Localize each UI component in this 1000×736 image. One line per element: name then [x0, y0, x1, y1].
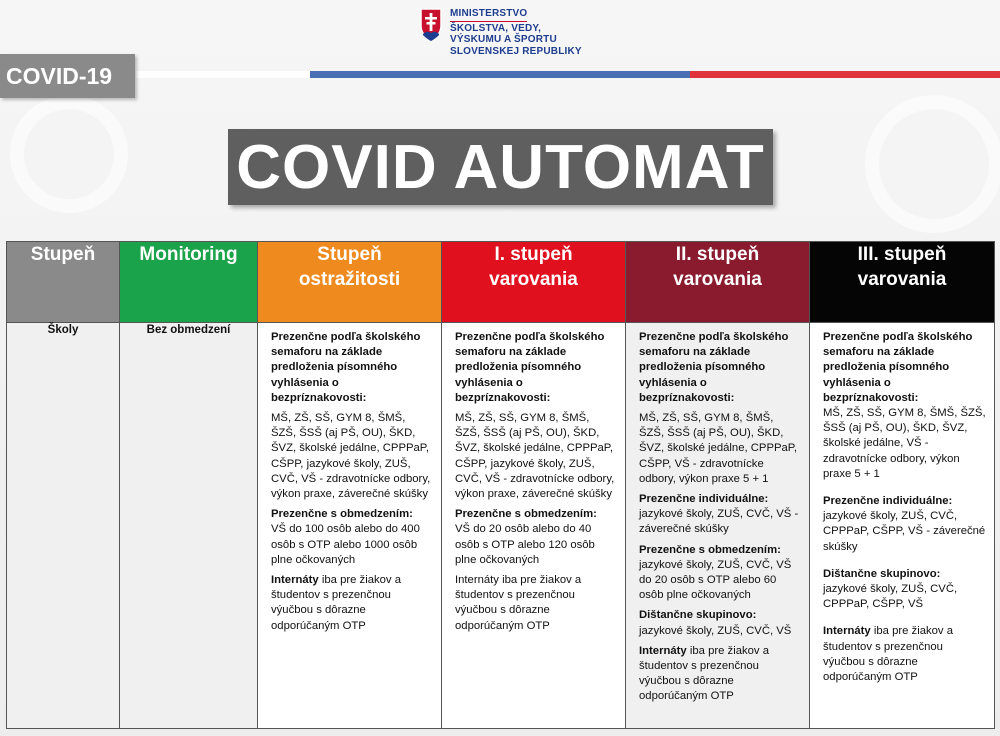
varovanie-2-text-4: jazykové školy, ZUŠ, CVČ, VŠ	[639, 624, 792, 637]
ostrazitost-heading-2: Prezenčne s obmedzením:	[271, 508, 413, 521]
ministry-line-2: ŠKOLSTVA, VEDY,	[450, 22, 542, 34]
varovanie-2-heading-1: Prezenčne podľa školského semaforu na základe predloženia písomného vyhlásenia o bezpríznakovosti:	[639, 331, 789, 404]
flag-stripe-white	[136, 71, 310, 78]
varovanie-1-heading-2: Prezenčne s obmedzením:	[455, 508, 597, 521]
varovanie-2-heading-4: Dištančne skupinovo:	[639, 609, 757, 622]
header-monitoring: Monitoring	[120, 242, 258, 323]
ostrazitost-text-1: MŠ, ZŠ, SŠ, GYM 8, ŠMŠ, ŠZŠ, ŠSŠ (aj PŠ, OU), ŠKD, ŠVZ, školské jedálne, CPPPaP, CŠPP, jazykové školy, ZUŠ, CVČ, VŠ - zdravotnícke odbory, výkon praxe, záverečné skúšky	[271, 412, 431, 501]
cell-ostrazitost	[258, 323, 442, 729]
slovak-coat-of-arms-icon	[420, 8, 442, 42]
varovanie-2-text-1: MŠ, ZŠ, SŠ, GYM 8, ŠMŠ, ŠZŠ, ŠSŠ (aj PŠ, OU), ŠKD, ŠVZ, školské jedálne, CPPPaP, CŠPP, VŠ - zdravotnícke odbory, výkon praxe 5 + 1	[639, 412, 798, 485]
table-row-skoly	[7, 323, 995, 729]
varovanie-3-text-1: MŠ, ZŠ, SŠ, GYM 8, ŠMŠ, ŠZŠ, ŠSŠ (aj PŠ, OU), ŠKD, ŠVZ, školské jedálne, VŠ - zdravotnícke odbory, výkon praxe 5 + 1	[823, 407, 986, 480]
virus-decoration	[10, 95, 128, 213]
ostrazitost-text-2: VŠ do 100 osôb alebo do 400 osôb s OTP alebo 1000 osôb plne očkovaných	[271, 523, 420, 566]
varovanie-2-heading-3: Prezenčne s obmedzením:	[639, 543, 781, 556]
header-varovanie-3-label: III. stupeň varovania	[857, 244, 947, 290]
ostrazitost-text-3: iba pre žiakov a študentov s prezenčnou výučbou s dôrazne odporúčaným OTP	[271, 574, 401, 632]
header-varovanie-2	[626, 242, 810, 323]
ministry-logo	[420, 8, 582, 57]
varovanie-3-heading-4: Internáty	[823, 625, 871, 638]
flag-stripe-red	[690, 71, 1000, 78]
header-ostrazitost-label: Stupeň ostražitosti	[298, 244, 401, 290]
varovanie-3-heading-2: Prezenčne individuálne:	[823, 495, 953, 508]
cell-varovanie-1	[442, 323, 626, 729]
varovanie-2-heading-5: Internáty	[639, 644, 687, 657]
varovanie-2-text-5: iba pre žiakov a študentov s prezenčnou výučbou s dôrazne odporúčaným OTP	[639, 644, 769, 703]
varovanie-2-text-3: jazykové školy, ZUŠ, CVČ, VŠ do 20 osôb s OTP alebo 60 osôb plne očkovaných	[639, 558, 792, 602]
varovanie-3-text-3: jazykové školy, ZUŠ, CVČ, CPPPaP, CŠPP, VŠ	[823, 583, 958, 611]
varovanie-2-text-2: jazykové školy, ZUŠ, CVČ, VŠ - záverečné skúšky	[639, 508, 799, 536]
cell-varovanie-2	[626, 323, 810, 729]
covid-19-tag: COVID-19	[0, 54, 135, 98]
flag-stripe-blue	[310, 71, 690, 78]
ministry-name	[450, 8, 582, 57]
covid-automat-table	[6, 241, 995, 729]
varovanie-1-text-2: VŠ do 20 osôb alebo do 40 osôb s OTP alebo 120 osôb plne očkovaných	[455, 523, 595, 566]
header-varovanie-1-label: I. stupeň varovania	[489, 244, 578, 290]
varovanie-1-text-3: Internáty iba pre žiakov a študentov s prezenčnou výučbou s dôrazne odporúčaným OTP	[455, 574, 582, 632]
cell-varovanie-3	[810, 323, 995, 729]
varovanie-3-heading-1: Prezenčne podľa školského semaforu na základe predloženia písomného vyhlásenia o bezpríznakovosti:	[823, 331, 973, 404]
header-varovanie-3	[810, 242, 995, 323]
header-row	[7, 242, 995, 323]
varovanie-3-text-4: iba pre žiakov a študentov s prezenčnou výučbou s dôrazne odporúčaným OTP	[823, 625, 953, 684]
ostrazitost-heading-3: Internáty	[271, 574, 319, 587]
varovanie-1-text-1: MŠ, ZŠ, SŠ, GYM 8, ŠMŠ, ŠZŠ, ŠSŠ (aj PŠ, OU), ŠKD, ŠVZ, školské jedálne, CPPPaP, CŠPP, jazykové školy, ZUŠ, CVČ, VŠ - zdravotnícke odbory, výkon praxe, záverečné skúšky	[455, 412, 615, 501]
varovanie-3-text-2: jazykové školy, ZUŠ, CVČ, CPPPaP, CŠPP, VŠ - záverečné skúšky	[823, 510, 986, 553]
row-label-skoly: Školy	[7, 323, 120, 729]
virus-decoration	[865, 95, 1000, 233]
header-varovanie-1	[442, 242, 626, 323]
varovanie-1-heading-1: Prezenčne podľa školského semaforu na základe predloženia písomného vyhlásenia o bezpríznakovosti:	[455, 331, 605, 404]
ostrazitost-heading-1: Prezenčne podľa školského semaforu na základe predloženia písomného vyhlásenia o bezpríznakovosti:	[271, 331, 421, 404]
header-ostrazitost	[258, 242, 442, 323]
header-varovanie-2-label: II. stupeň varovania	[673, 244, 762, 290]
page-title: COVID AUTOMAT	[228, 129, 773, 205]
varovanie-2-heading-2: Prezenčne individuálne:	[639, 493, 769, 506]
ministry-line-1: MINISTERSTVO	[450, 8, 527, 22]
header-stupen: Stupeň	[7, 242, 120, 323]
ministry-line-3: VÝSKUMU A ŠPORTU	[450, 34, 557, 45]
cell-monitoring: Bez obmedzení	[120, 323, 258, 729]
varovanie-3-heading-3: Dištančne skupinovo:	[823, 567, 941, 580]
ministry-line-4: SLOVENSKEJ REPUBLIKY	[450, 45, 582, 57]
